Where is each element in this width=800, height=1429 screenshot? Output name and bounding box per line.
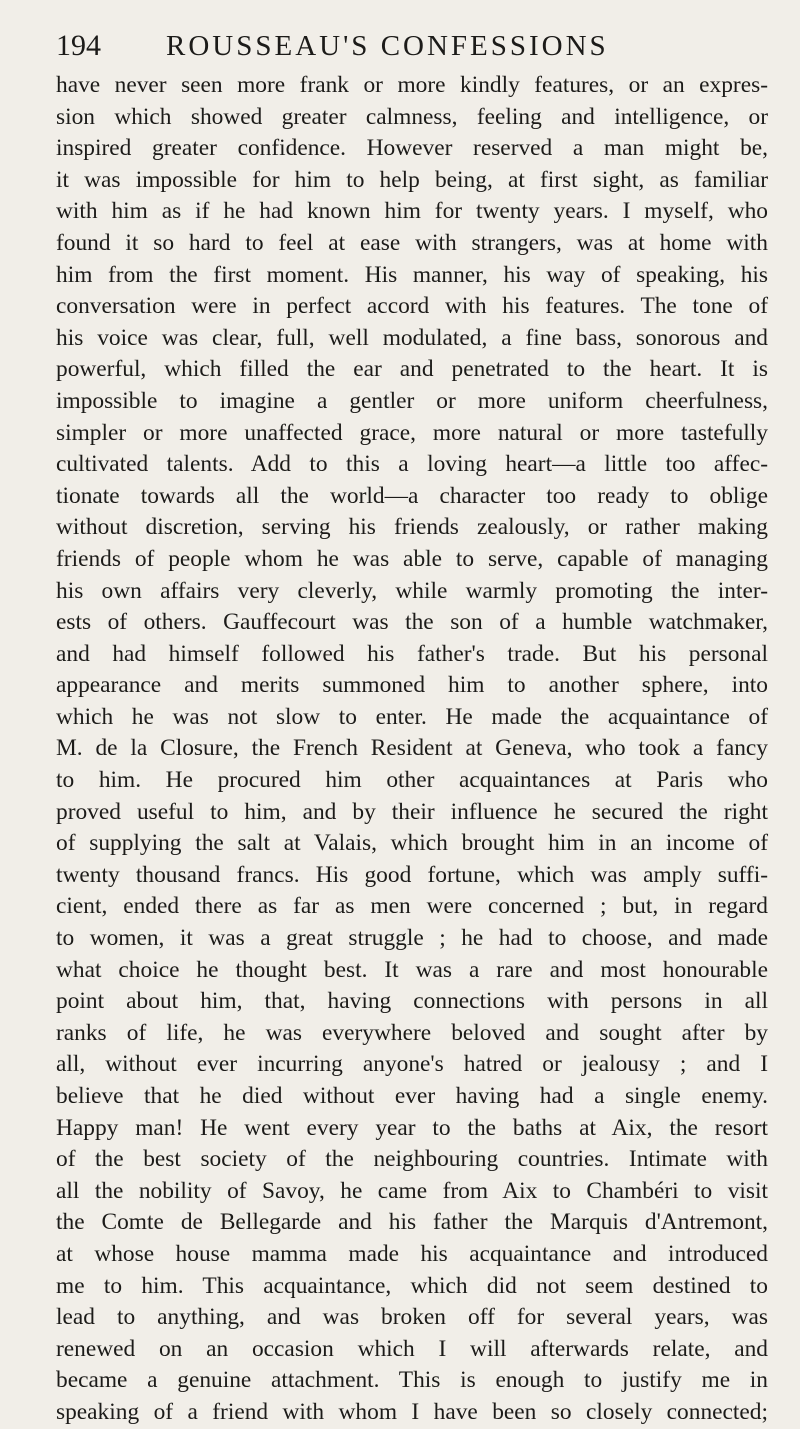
text-line: me to him. This acquaintance, which did not seem destined to — [56, 1272, 768, 1299]
page-header — [56, 26, 768, 66]
text-line: tionate towards all the world—a character too ready to oblige — [56, 482, 768, 509]
text-line: point about him, that, having connections with persons in all — [56, 988, 768, 1015]
text-line: without discretion, serving his friends zealously, or rather making — [56, 514, 768, 541]
text-line: which he was not slow to enter. He made the acquaintance of — [56, 703, 768, 730]
text-line: and had himself followed his father's trade. But his personal — [56, 640, 768, 667]
text-line: sion which showed greater calmness, feeling and intelligence, or — [56, 103, 768, 130]
text-line: the Comte de Bellegarde and his father the Marquis d'Antremont, — [56, 1209, 768, 1236]
text-line: of supplying the salt at Valais, which brought him in an income of — [56, 830, 768, 857]
text-line: speaking of a friend with whom I have been so closely connected; — [56, 1398, 768, 1425]
text-line: have never seen more frank or more kindly features, or an expres- — [56, 72, 768, 98]
running-title: ROUSSEAU'S CONFESSIONS — [166, 30, 609, 62]
text-line: renewed on an occasion which I will afterwards relate, and — [56, 1335, 768, 1362]
text-line: M. de la Closure, the French Resident at Geneva, who took a fancy — [56, 735, 768, 762]
text-line: friends of people whom he was able to serve, capable of managing — [56, 545, 768, 572]
text-line: his own affairs very cleverly, while warmly promoting the inter- — [56, 577, 768, 604]
text-line: inspired greater confidence. However reserved a man might be, — [56, 135, 768, 162]
text-line: appearance and merits summoned him to another sphere, into — [56, 672, 768, 699]
page-number: 194 — [56, 29, 101, 62]
text-line: powerful, which filled the ear and penetrated to the heart. It is — [56, 356, 768, 383]
text-line: all, without ever incurring anyone's hatred or jealousy ; and I — [56, 1051, 768, 1078]
text-line: found it so hard to feel at ease with strangers, was at home with — [56, 229, 768, 256]
text-line: him from the first moment. His manner, his way of speaking, his — [56, 261, 768, 288]
text-line: became a genuine attachment. This is enough to justify me in — [56, 1367, 768, 1394]
text-line: Happy man! He went every year to the baths at Aix, the resort — [56, 1114, 768, 1141]
text-line: at whose house mamma made his acquaintance and introduced — [56, 1240, 768, 1267]
text-line: his voice was clear, full, well modulated, a fine bass, sonorous and — [56, 324, 768, 351]
book-page — [56, 26, 768, 1429]
text-line: twenty thousand francs. His good fortune, which was amply suffi- — [56, 861, 768, 888]
text-line: cultivated talents. Add to this a loving heart—a little too affec- — [56, 451, 768, 478]
text-line: to women, it was a great struggle ; he had to choose, and made — [56, 925, 768, 952]
body-text — [56, 70, 768, 1429]
text-line: believe that he died without ever having had a single enemy. — [56, 1083, 768, 1109]
text-line: ranks of life, he was everywhere beloved and sought after by — [56, 1019, 768, 1046]
text-line: cient, ended there as far as men were concerned ; but, in regard — [56, 893, 768, 920]
text-line: all the nobility of Savoy, he came from Aix to Chambéri to visit — [56, 1177, 768, 1204]
text-line: to him. He procured him other acquaintances at Paris who — [56, 767, 768, 794]
text-line: ests of others. Gauffecourt was the son of a humble watchmaker, — [56, 609, 768, 636]
text-line: what choice he thought best. It was a rare and most honourable — [56, 956, 768, 983]
text-line: with him as if he had known him for twenty years. I myself, who — [56, 198, 768, 225]
text-line: impossible to imagine a gentler or more uniform cheerfulness, — [56, 387, 768, 414]
text-line: of the best society of the neighbouring countries. Intimate with — [56, 1146, 768, 1173]
text-line: proved useful to him, and by their influence he secured the right — [56, 798, 768, 825]
text-line: lead to anything, and was broken off for several years, was — [56, 1304, 768, 1331]
text-line: it was impossible for him to help being, at first sight, as familiar — [56, 166, 768, 193]
text-line: simpler or more unaffected grace, more natural or more tastefully — [56, 419, 768, 446]
text-line: conversation were in perfect accord with his features. The tone of — [56, 293, 768, 320]
